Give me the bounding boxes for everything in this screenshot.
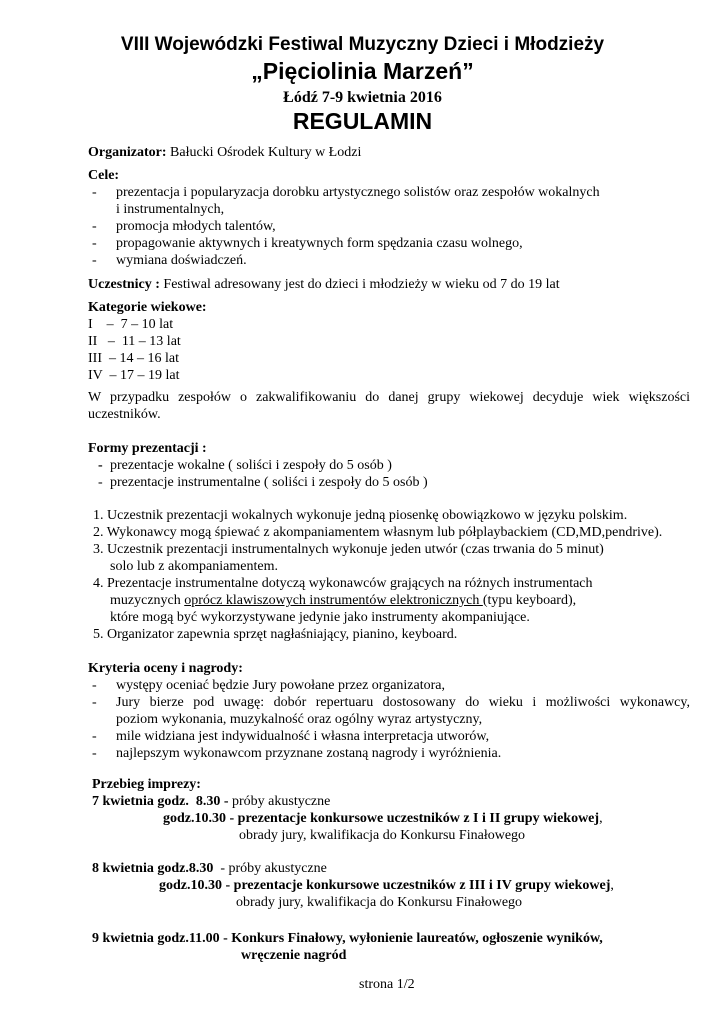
goal-item-1: prezentacja i popularyzacja dorobku artystycznego solistów oraz zespołów wokalnych [116, 185, 600, 200]
rule-4-text-end: (typu keyboard), [482, 593, 577, 608]
schedule-day-1-time: 7 kwietnia godz. 8.30 - [92, 794, 229, 809]
rule-2: 2. Wykonawcy mogą śpiewać z akompaniamentem własnym lub półplaybackiem (CD,MD,pendrive). [93, 525, 663, 540]
rule-3: 3. Uczestnik prezentacji instrumentalnych wykonuje jeden utwór (czas trwania do 5 minut) [93, 542, 604, 557]
document-title: REGULAMIN [292, 108, 433, 134]
schedule-day-3: 9 kwietnia godz.11.00 - Konkurs Finałowy, wyłonienie laureatów, ogłoszenie wyników, [92, 931, 603, 946]
goal-item-2: promocja młodych talentów, [116, 219, 276, 234]
rule-1: 1. Uczestnik prezentacji wokalnych wykonuje jedną piosenkę obowiązkowo w języku polskim. [93, 508, 628, 523]
age-category-3: III – 14 – 16 lat [88, 351, 179, 366]
goal-item-4: wymiana doświadczeń. [116, 253, 247, 268]
criteria-item-3: mile widziana jest indywidualność i własna interpretacja utworów, [116, 729, 490, 744]
schedule-day-1 [92, 793, 330, 810]
schedule-day-1-session-end: , [599, 811, 603, 826]
list-bullet: - [98, 475, 103, 490]
schedule-day-2-session-text: godz.10.30 - prezentacje konkursowe uczestników z III i IV grupy wiekowej [159, 878, 611, 893]
age-categories-heading: Kategorie wiekowe: [88, 300, 207, 315]
schedule-day-1-session-text: godz.10.30 - prezentacje konkursowe uczestników z I i II grupy wiekowej [163, 811, 600, 826]
schedule-day-1-session [163, 810, 603, 827]
goals-heading: Cele: [88, 168, 120, 183]
schedule-day-2-session [159, 877, 614, 894]
criteria-item-4: najlepszym wykonawcom przyznane zostaną nagrody i wyróżnienia. [116, 746, 502, 761]
participants-line [88, 276, 560, 293]
list-bullet: - [92, 236, 97, 251]
criteria-item-2-cont: poziom wykonania, muzykalność oraz ogólny wyraz artystyczny, [116, 712, 483, 727]
festival-date: Łódź 7-9 kwietnia 2016 [283, 89, 442, 106]
age-category-2: II – 11 – 13 lat [88, 334, 181, 349]
criteria-item-2: Jury bierze pod uwagę: dobór repertuaru dostosowany do wieku i możliwości wykonawcy, [116, 695, 690, 710]
rule-4-cont-2: które mogą być wykorzystywane jedynie jako instrumenty akompaniujące. [110, 610, 530, 625]
participants-value: Festiwal adresowany jest do dzieci i młodzieży w wieku od 7 do 19 lat [163, 277, 560, 292]
schedule-heading: Przebieg imprezy: [92, 777, 201, 792]
organizer-label: Organizator: [88, 145, 167, 160]
criteria-item-1: występy oceniać będzie Jury powołane przez organizatora, [116, 678, 445, 693]
schedule-day-1-jury: obrady jury, kwalifikacja do Konkursu Finałowego [239, 828, 526, 843]
list-bullet: - [92, 185, 97, 200]
criteria-heading: Kryteria oceny i nagrody: [88, 661, 243, 676]
list-bullet: - [92, 253, 97, 268]
schedule-day-2-jury: obrady jury, kwalifikacja do Konkursu Finałowego [236, 895, 523, 910]
goal-item-3: propagowanie aktywnych i kreatywnych form spędzania czasu wolnego, [116, 236, 523, 251]
rule-4-cont [110, 592, 576, 609]
rule-5: 5. Organizator zapewnia sprzęt nagłaśniający, pianino, keyboard. [93, 627, 458, 642]
forms-heading: Formy prezentacji : [88, 441, 207, 456]
schedule-day-1-activity: próby akustyczne [228, 794, 331, 809]
schedule-day-2-time: 8 kwietnia godz.8.30 [92, 861, 214, 876]
schedule-day-2-activity: - próby akustyczne [213, 861, 327, 876]
list-bullet: - [92, 746, 97, 761]
schedule-day-3-cont: wręczenie nagród [241, 948, 347, 963]
rule-4: 4. Prezentacje instrumentalne dotyczą wykonawców grających na różnych instrumentach [93, 576, 593, 591]
organizer-value: Bałucki Ośrodek Kultury w Łodzi [170, 145, 362, 160]
page-number: strona 1/2 [359, 977, 415, 992]
age-category-4: IV – 17 – 19 lat [88, 368, 180, 383]
list-bullet: - [92, 729, 97, 744]
schedule-day-2 [92, 860, 327, 877]
festival-name: „Pięciolinia Marzeń” [251, 58, 474, 84]
list-bullet: - [92, 219, 97, 234]
age-category-1: I – 7 – 10 lat [88, 317, 174, 332]
age-categories-note: W przypadku zespołów o zakwalifikowaniu do danej grupy wiekowej decyduje wiek większości uczestników. [88, 390, 690, 422]
form-item-instrumental: prezentacje instrumentalne ( soliści i zespoły do 5 osób ) [110, 475, 428, 490]
goal-item-1-cont: i instrumentalnych, [116, 202, 225, 217]
form-item-vocal: prezentacje wokalne ( soliści i zespoły do 5 osób ) [110, 458, 392, 473]
rule-3-cont: solo lub z akompaniamentem. [110, 559, 278, 574]
list-bullet: - [92, 678, 97, 693]
organizer-line [88, 144, 361, 161]
list-bullet: - [98, 458, 103, 473]
list-bullet: - [92, 695, 97, 710]
festival-title: VIII Wojewódzki Festiwal Muzyczny Dzieci i Młodzieży [120, 34, 605, 55]
participants-label: Uczestnicy : [88, 277, 160, 292]
rule-4-text: muzycznych [110, 593, 185, 608]
rule-4-underlined: oprócz klawiszowych instrumentów elektronicznych [184, 593, 483, 608]
schedule-day-2-session-end: , [610, 878, 614, 893]
